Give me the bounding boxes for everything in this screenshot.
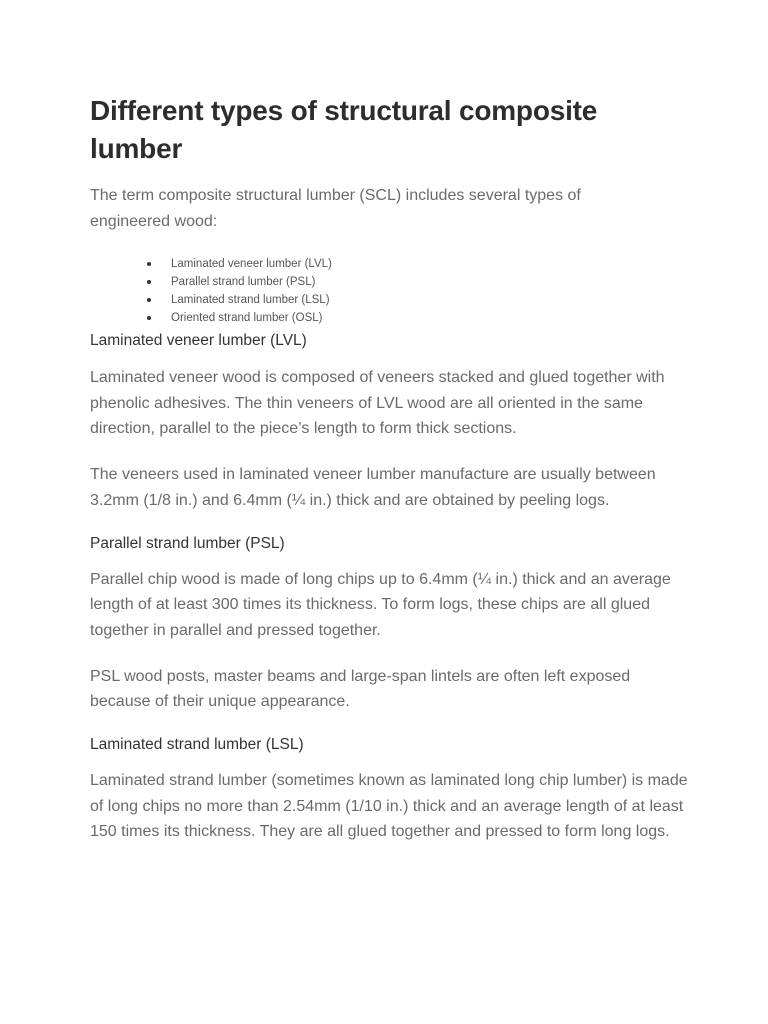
list-item <box>147 291 690 309</box>
scl-types-list <box>90 255 690 327</box>
bullet-icon <box>147 316 151 320</box>
bullet-icon <box>147 262 151 266</box>
psl-paragraph-1: Parallel chip wood is made of long chips up to 6.4mm (¼ in.) thick and an average length of at least 300 times its thickness. To form logs, these chips are all glued together in parallel and pressed together. <box>90 570 671 639</box>
lsl-paragraph-1: Laminated strand lumber (sometimes known as laminated long chip lumber) is made of long chips no more than 2.54mm (1/10 in.) thick and an average length of at least 150 times its thickness. They are all glued together and pressed to form long logs. <box>90 772 688 841</box>
bullet-icon <box>147 298 151 302</box>
list-item-text: Laminated veneer lumber (LVL) <box>171 258 332 270</box>
lvl-paragraph-1: Laminated veneer wood is composed of veneers stacked and glued together with phenolic adhesives. The thin veneers of LVL wood are all oriented in the same direction, parallel to the piece’s length to form thick sections. <box>90 369 665 438</box>
section-heading-lsl: Laminated strand lumber (LSL) <box>90 736 304 754</box>
lvl-paragraph-2: The veneers used in laminated veneer lumber manufacture are usually between 3.2mm (1/8 in.) and 6.4mm (¼ in.) thick and are obtained by peeling logs. <box>90 466 656 509</box>
bullet-icon <box>147 280 151 284</box>
psl-paragraph-2: PSL wood posts, master beams and large-span lintels are often left exposed because of their unique appearance. <box>90 667 631 711</box>
list-item-text: Parallel strand lumber (PSL) <box>171 276 316 288</box>
list-item-text: Laminated strand lumber (LSL) <box>171 294 330 306</box>
section-heading-lvl: Laminated veneer lumber (LVL) <box>90 332 307 349</box>
document-page <box>90 92 690 845</box>
page-title: Different types of structural composite lumber <box>90 95 598 164</box>
list-item <box>147 255 690 273</box>
section-heading-psl: Parallel strand lumber (PSL) <box>90 534 285 552</box>
list-item <box>147 273 690 291</box>
intro-paragraph: The term composite structural lumber (SCL) includes several types of engineered wood: <box>90 187 581 230</box>
list-item <box>147 309 690 327</box>
list-item-text: Oriented strand lumber (OSL) <box>171 312 323 324</box>
